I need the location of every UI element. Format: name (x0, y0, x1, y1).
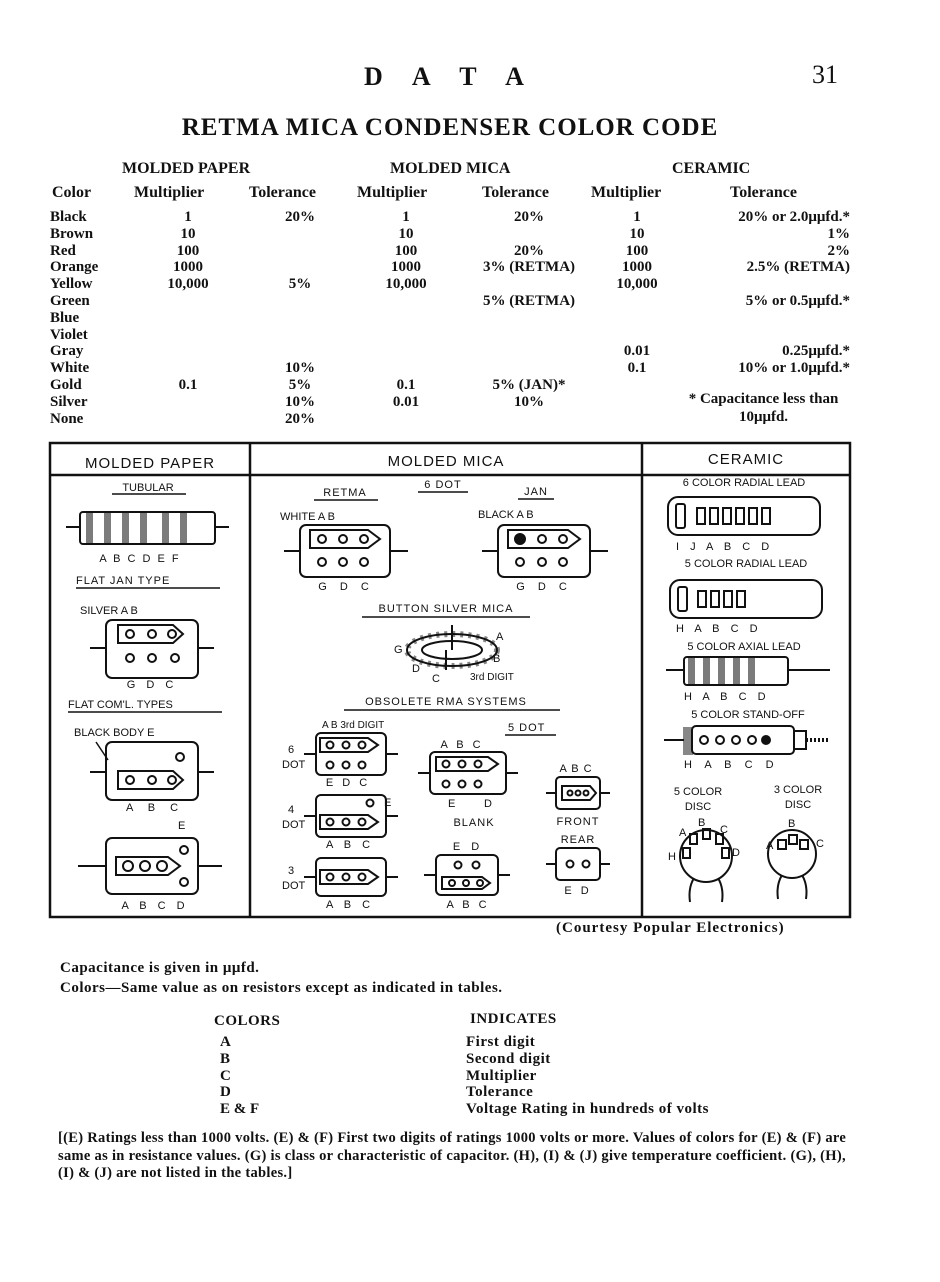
cell-paper-tolerance: 5% (288, 376, 312, 393)
column-header-mica-tolerance: Tolerance (482, 184, 549, 201)
legend-colors-heading: COLORS (214, 1013, 281, 1029)
cell-mica-tolerance: 5% (JAN)* (492, 376, 566, 393)
five-color-axial-label: 5 COLOR AXIAL LEAD (687, 641, 801, 653)
cell-color: Yellow (50, 276, 93, 293)
cell-mica-multiplier: 1 (402, 209, 410, 225)
cell-paper-multiplier: 100 (176, 242, 200, 259)
cell-paper-tolerance: 20% (285, 410, 315, 427)
column-header-ceramic-tolerance: Tolerance (730, 184, 797, 201)
five-color-disc-label-2: DISC (684, 801, 712, 813)
cell-paper-tolerance: 10% (285, 393, 315, 410)
three-dot-number: 3 (288, 865, 295, 877)
obsolete-rma-label: OBSOLETE RMA SYSTEMS (365, 696, 527, 708)
six-dot-label: 6 DOT (424, 479, 462, 491)
page-number: 31 (812, 60, 838, 89)
cell-ceramic-multiplier: 1 (633, 209, 641, 225)
cell-mica-multiplier: 1000 (391, 259, 421, 276)
group-heading-mica: MOLDED MICA (390, 160, 511, 177)
cell-ceramic-tolerance: 10% or 1.0μμfd.* (738, 360, 850, 377)
cell-color: None (50, 410, 84, 427)
four-dot-number: 4 (288, 804, 295, 816)
five-dot-ed-top: E D (452, 841, 484, 853)
cell-color: Violet (50, 326, 88, 343)
cell-mica-multiplier: 10,000 (385, 276, 427, 293)
black-body-label: BLACK BODY E (74, 727, 155, 739)
three-color-disc-label-1: 3 COLOR (773, 784, 823, 796)
cell-paper-multiplier: 1 (184, 209, 192, 225)
column-header-mica-multiplier: Multiplier (357, 184, 428, 201)
cell-paper-tolerance: 10% (285, 360, 315, 377)
standoff-capacitor (664, 726, 830, 754)
cell-color: Blue (50, 309, 80, 326)
flat-jan-gdc: G D C (126, 679, 178, 691)
button-c: C (432, 673, 440, 685)
page-title: RETMA MICA CONDENSER COLOR CODE (181, 114, 719, 141)
five-dot-abc-top: A B C (440, 739, 484, 751)
rma-six-ab3: A B 3rd DIGIT (322, 720, 385, 731)
five-color-standoff-label: 5 COLOR STAND-OFF (691, 709, 805, 721)
five-color-radial-capacitor (670, 580, 822, 618)
five-dot-rear-capacitor (546, 848, 610, 880)
cell-ceramic-tolerance: 0.25μμfd.* (782, 343, 850, 360)
button-g: G (394, 644, 403, 656)
bottom-note: [(E) Ratings less than 1000 volts. (E) & (F) First two digits of ratings 1000 volts or more. Values of colors for (E) & (F) are same as in resistance values. (G) is class or characteristic of capacitor. (H), (I) & (J) give temperature coefficient. (G), (H), (I) & (J) are not listed in the tables.] (58, 1130, 847, 1181)
legend-meaning: Multiplier (466, 1067, 537, 1084)
three-color-disc-capacitor (768, 830, 816, 899)
rear-ed: E D (564, 885, 592, 897)
retma-gdc: G D C (318, 581, 374, 593)
five-color-radial-habcd: H A B C D (676, 623, 762, 635)
five-color-disc-capacitor (680, 829, 732, 902)
disc5-d: D (732, 847, 740, 859)
disc5-h: H (668, 851, 676, 863)
cell-color: Orange (50, 259, 99, 276)
rma-six-dot-capacitor (304, 733, 398, 775)
cell-color: Gray (50, 343, 84, 360)
legend-color: C (220, 1067, 231, 1084)
flat-coml-label: FLAT COM'L. TYPES (68, 699, 173, 711)
button-d: D (412, 663, 420, 675)
legend-color: A (220, 1034, 231, 1050)
group-heading-ceramic: CERAMIC (672, 160, 751, 177)
jan-gdc: G D C (516, 581, 572, 593)
flat-jan-label: FLAT JAN TYPE (76, 575, 171, 587)
cell-paper-multiplier: 10 (180, 225, 196, 242)
column-header-ceramic-multiplier: Multiplier (591, 184, 662, 201)
cell-mica-tolerance: 3% (RETMA) (482, 259, 576, 276)
cell-paper-multiplier: 0.1 (178, 376, 198, 393)
retma-mica-capacitor (284, 525, 408, 577)
flat-coml-e: E (178, 820, 186, 832)
cell-ceramic-tolerance: 2.5% (RETMA) (746, 259, 850, 276)
three-color-disc-label-2: DISC (784, 799, 812, 811)
disc3-b: B (788, 818, 796, 830)
cell-ceramic-multiplier: 0.01 (623, 343, 651, 360)
four-dot-e: E (384, 797, 392, 809)
column-header-paper-tolerance: Tolerance (249, 184, 316, 201)
button-silver-mica-label: BUTTON SILVER MICA (378, 603, 514, 615)
cell-color: Gold (50, 376, 82, 393)
cell-color: Silver (50, 393, 88, 410)
column-header-color: Color (52, 184, 92, 201)
cell-mica-tolerance: 20% (514, 242, 544, 259)
six-color-radial-capacitor (668, 497, 820, 535)
standoff-habcd: H A B C D (684, 759, 779, 771)
cell-mica-multiplier: 0.1 (396, 376, 416, 393)
five-color-disc-label-1: 5 COLOR (673, 786, 723, 798)
column-header-paper-multiplier: Multiplier (134, 184, 205, 201)
cell-paper-multiplier: 10,000 (167, 276, 209, 293)
four-dot-abc: A B C (325, 839, 375, 851)
five-color-radial-label: 5 COLOR RADIAL LEAD (684, 558, 808, 570)
button-a: A (496, 631, 504, 643)
disc5-c: C (720, 824, 728, 836)
flat-coml-abc: A B C (125, 802, 185, 814)
paper-panel-heading: MOLDED PAPER (84, 455, 216, 472)
cell-mica-multiplier: 0.01 (392, 393, 420, 410)
cell-color: Brown (50, 225, 94, 242)
five-dot-front-capacitor (546, 777, 610, 809)
button-third-digit: 3rd DIGIT (470, 672, 514, 683)
disc5-b: B (698, 817, 706, 829)
flat-coml-capacitor (90, 742, 214, 800)
cell-mica-tolerance: 5% (RETMA) (482, 292, 576, 309)
four-dot-dot: DOT (282, 819, 306, 831)
cell-color: Black (50, 209, 87, 225)
front-abc: A B C (559, 763, 593, 775)
ceramic-panel-heading: CERAMIC (707, 451, 785, 468)
six-dot-number: 6 (288, 744, 295, 756)
five-dot-lower-abc: A B C (446, 899, 490, 911)
cell-color: Green (50, 292, 90, 309)
cell-ceramic-tolerance: 2% (827, 242, 850, 259)
jan-mica-capacitor (482, 525, 608, 577)
jan-label: JAN (524, 486, 548, 498)
capacitance-footnote: * Capacitance less than 10μμfd. (688, 391, 839, 425)
legend-meaning: Tolerance (466, 1084, 534, 1101)
cell-color: Red (50, 242, 76, 259)
cell-ceramic-multiplier: 10 (629, 225, 645, 242)
three-dot-dot: DOT (282, 880, 306, 892)
button-b: B (493, 653, 501, 665)
cell-mica-tolerance: 20% (514, 209, 544, 225)
five-dot-label: 5 DOT (508, 722, 546, 734)
flat-coml-abcd: A B C D (121, 900, 189, 912)
six-dot-dot: DOT (282, 759, 306, 771)
cell-ceramic-tolerance: 1% (827, 225, 850, 242)
disc3-a: A (766, 840, 774, 852)
retma-label: RETMA (323, 487, 367, 499)
button-mica-capacitor (407, 625, 497, 670)
legend-color: D (220, 1084, 231, 1101)
disc5-a: A (679, 827, 687, 839)
legend-indicates-heading: INDICATES (470, 1011, 557, 1027)
tubular-letters: A B C D E F (99, 553, 181, 565)
black-ab-label: BLACK A B (478, 509, 534, 521)
cell-ceramic-multiplier: 0.1 (627, 360, 647, 377)
cell-mica-tolerance: 10% (514, 393, 544, 410)
front-label: FRONT (556, 816, 600, 828)
five-dot-blank: BLANK (453, 817, 495, 829)
six-color-radial-label: 6 COLOR RADIAL LEAD (682, 477, 806, 489)
legend-meaning: Second digit (466, 1050, 551, 1067)
note-colors: Colors—Same value as on resistors except as indicated in tables. (60, 980, 503, 996)
group-heading-paper: MOLDED PAPER (122, 160, 251, 177)
note-capacitance: Capacitance is given in μμfd. (60, 960, 260, 976)
five-color-axial-habcd: H A B C D (684, 691, 770, 703)
cell-ceramic-tolerance: 20% or 2.0μμfd.* (738, 209, 850, 225)
cell-color: White (50, 360, 90, 377)
cell-mica-multiplier: 100 (394, 242, 418, 259)
cell-ceramic-tolerance: 5% or 0.5μμfd.* (745, 292, 850, 309)
credit-line: (Courtesy Popular Electronics) (556, 920, 785, 936)
cell-paper-multiplier: 1000 (173, 259, 203, 276)
legend-meaning: Voltage Rating in hundreds of volts (466, 1101, 709, 1118)
flat-jan-capacitor (90, 620, 214, 678)
cell-ceramic-multiplier: 100 (625, 242, 649, 259)
disc3-c: C (816, 838, 824, 850)
rma-three-dot-capacitor (304, 858, 398, 896)
white-ab-label: WHITE A B (280, 511, 336, 523)
legend-color: E & F (220, 1101, 260, 1118)
legend-meaning: First digit (466, 1034, 536, 1050)
five-dot-e: E (448, 798, 456, 810)
silver-ab-label: SILVER A B (80, 605, 138, 617)
cell-ceramic-multiplier: 10,000 (616, 276, 658, 293)
three-dot-abc: A B C (325, 899, 375, 911)
cell-ceramic-multiplier: 1000 (622, 259, 652, 276)
six-dot-edc: E D C (325, 777, 371, 789)
cell-mica-multiplier: 10 (398, 225, 414, 242)
cell-paper-tolerance: 5% (288, 276, 312, 293)
tubular-label: TUBULAR (122, 482, 174, 494)
five-dot-d: D (484, 798, 492, 810)
rma-five-dot-lower-capacitor (424, 855, 510, 895)
six-color-ijabcd: I J A B C D (676, 541, 774, 553)
mica-panel-heading: MOLDED MICA (387, 453, 505, 470)
flat-coml-capacitor-2 (78, 838, 222, 894)
section-label: D A T A (364, 62, 536, 91)
rma-five-dot-capacitor (418, 752, 518, 794)
legend-color: B (220, 1050, 231, 1067)
cell-paper-tolerance: 20% (285, 209, 315, 225)
rear-label: REAR (560, 834, 596, 846)
